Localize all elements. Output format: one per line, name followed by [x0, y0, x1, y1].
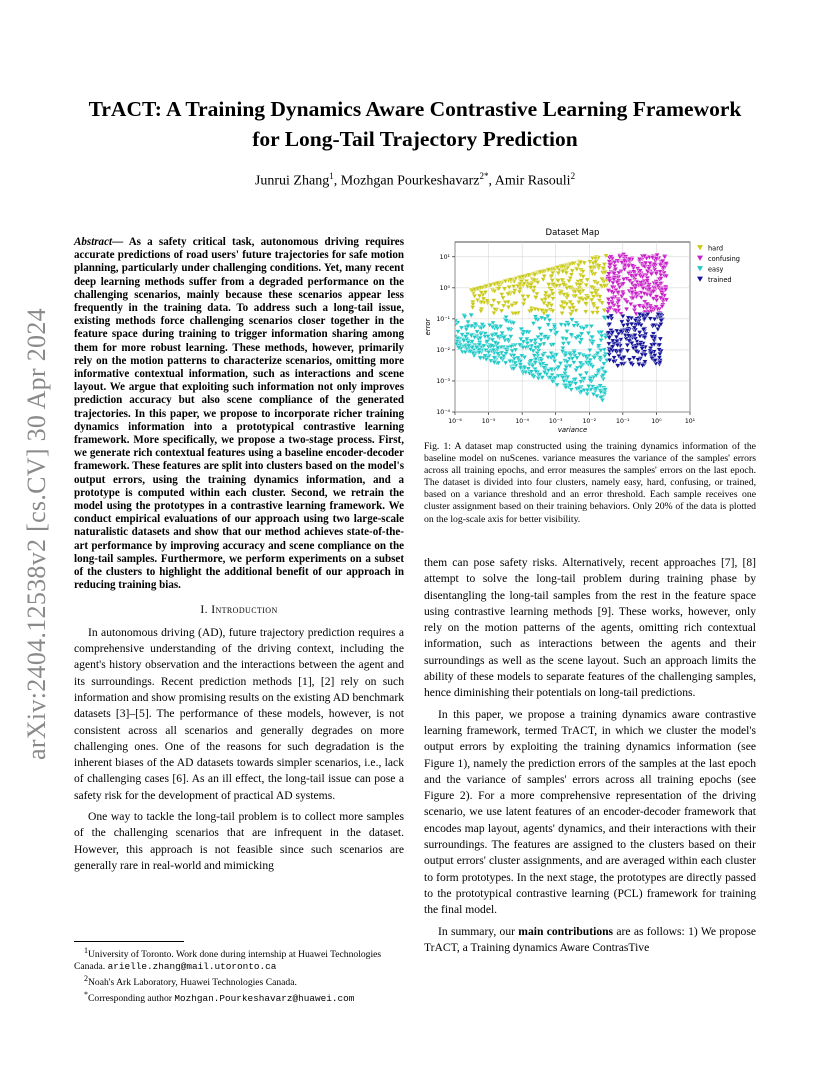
footnote-3: [74, 989, 404, 1005]
y-tick-label: 10⁻²: [436, 347, 450, 355]
footnote-1-mark: 1: [84, 946, 88, 955]
footnote-1: [74, 945, 404, 973]
chart-title: Dataset Map: [545, 228, 600, 238]
legend-marker-easy: [697, 266, 703, 271]
author-2: Mozhgan Pourkeshavarz: [340, 173, 480, 189]
right-paragraph-2: In this paper, we propose a training dynamics aware contrastive learning framework, termed TrACT, in which we cluster the model's output errors by exploiting the training dynamics information (see Figure 1), namely the prediction errors of the samples at the last epoch and the variance of samples' errors across all training epochs (see Figure 2). For a more comprehensive representation of the driving scenario, we use latent features of an encoder-decoder framework that encodes map layout, agents' dynamics, and their interactions with their surroundings. The features are assigned to the clusters based on their output errors' cluster assignments, and are averaged within each cluster to form prototypes. In the next stage, the prototypes are directly passed to the prototypical contrastive learning (PCL) framework for training the final model.: [424, 707, 756, 917]
x-axis-label: variance: [557, 426, 588, 434]
intro-paragraph-2: One way to tackle the long-tail problem is to collect more samples of the challenging scenarios that are infrequent in the dataset. However, this approach is not feasible since such scenarios are generally rare in real-world and mimicking: [74, 810, 404, 872]
legend-marker-confusing: [697, 256, 703, 261]
footnote-3-mark: *: [84, 990, 88, 1000]
abstract-dash: —: [112, 236, 124, 248]
footnote-2: [74, 973, 404, 989]
author-3-affil: 2: [570, 171, 576, 181]
author-3: Amir Rasouli: [494, 173, 571, 189]
x-tick-label: 10¹: [684, 418, 696, 425]
author-1-affil: 1: [329, 171, 334, 181]
legend-label-trained: trained: [708, 276, 732, 284]
arxiv-identifier: arXiv:2404.12538v2 [cs.CV] 30 Apr 2024: [22, 308, 51, 760]
footnotes: [74, 941, 404, 1006]
left-column: [74, 236, 404, 874]
y-tick-label: 10⁻¹: [436, 316, 450, 324]
x-tick-label: 10⁰: [651, 418, 662, 425]
legend-label-easy: easy: [708, 265, 724, 274]
y-tick-label: 10⁻⁴: [436, 409, 450, 417]
author-list: Junrui Zhang$^1$, Mozhgan Pourkeshavarz$^{2*}$, Amir Rasouli$^2$: [254, 171, 576, 189]
author-2-affil: 2*: [479, 171, 489, 181]
footnote-2-text: Noah's Ark Laboratory, Huawei Technologies Canada.: [88, 977, 297, 989]
figure-1-caption: [424, 441, 756, 526]
author-1: Junrui Zhang: [254, 173, 330, 189]
footnote-3-text: Corresponding author: [88, 993, 175, 1005]
right-column: [424, 555, 756, 956]
contrib-start: In summary, our: [438, 924, 519, 938]
intro-paragraph-1: In autonomous driving (AD), future trajectory prediction requires a comprehensive understanding of the driving context, including the agent's history observation and the interactions between the agent and its surroundings. Recent prediction methods [1], [2] rely on such information and show promising results on the existing AD benchmark datasets [3]–[5]. The performance of these models, however, is not consistent across all scenarios and generally degrades on more challenging ones. One of the reasons for such degradation is the inherent biases of the AD datasets towards simpler scenarios, i.e., lack of challenging cases [6]. As an ill effect, the long-tail issue can pose a safety risk for the development of practical AD systems.: [74, 625, 404, 802]
legend-marker-trained: [697, 277, 703, 282]
footnote-rule: [74, 941, 184, 942]
footnote-1-text: University of Toronto. Work done during internship at Huawei Technologies Canada.: [74, 949, 382, 973]
y-axis-label: error: [424, 318, 432, 336]
footnote-3-email[interactable]: Mozhgan.Pourkeshavarz@huawei.com: [174, 993, 355, 1005]
right-paragraph-3: [424, 924, 756, 957]
x-tick-label: 10⁻³: [548, 418, 563, 425]
contrib-bold: main contributions: [518, 924, 614, 938]
x-tick-label: 10⁻⁴: [515, 418, 529, 425]
y-tick-label: 10¹: [439, 254, 450, 262]
paper-title: [60, 94, 770, 154]
right-paragraph-continued: them can pose safety risks. Alternatively, recent approaches [7], [8] attempt to solve the long-tail problem during training phase by disentangling the long-tail samples from the rest in the feature space using contrastive learning methods [9]. These works, however, only rely on the motion patterns of the agents, omitting rich contextual information, such as interactions between the agents and their surroundings as well as the scene layout. Such an approach limits the ability of these models to separate features of the challenging samples, hence diminishing their potentials on long-tail predictions.: [424, 556, 756, 700]
x-tick-label: 10⁻²: [582, 418, 597, 425]
y-tick-label: 10⁰: [439, 285, 450, 293]
dataset-map-chart: [420, 222, 760, 440]
legend-label-hard: hard: [708, 244, 724, 253]
legend-label-confusing: confusing: [708, 255, 740, 263]
legend-marker-hard: [697, 245, 703, 250]
x-tick-label: 10⁻¹: [616, 418, 630, 425]
legend: [697, 245, 740, 285]
abstract-text: As a safety critical task, autonomous driving requires accurate predictions of road users' future trajectories for safe motion planning, particularly under challenging conditions. Yet, many recent deep learning methods suffer from a degraded performance on the challenging scenarios, mainly because these scenarios appear less frequently in the training data. To address such a long-tail issue, existing methods force challenging scenarios closer together in the feature space during training to trigger information sharing among them for more robust learning. These methods, however, primarily rely on the motion patterns to characterize scenarios, omitting more informative contextual information, such as interactions and scene layout. We argue that exploiting such information not only improves prediction accuracy but also scene compliance of the generated trajectories. In this paper, we propose to incorporate richer training dynamics information into a prototypical contrastive learning framework. More specifically, we propose a two-stage process. First, we generate rich contextual features using a baseline encoder-decoder framework. These features are split into clusters based on the model's output errors, using the training dynamics information, and a prototype is computed within each cluster. Second, we retrain the model using the prototypes in a contrastive learning framework. We conduct empirical evaluations of our approach using two large-scale naturalistic datasets and show that our method achieves state-of-the-art performance by improving accuracy and scene compliance on the long-tail samples. Furthermore, we perform experiments on a subset of the clusters to highlight the additional benefit of our approach in reducing training bias.: [74, 236, 404, 592]
caption-text: A dataset map constructed using the training dynamics information of the baseline model on nuScenes. variance measures the variance of the samples' errors across all training epochs, and error measures the samples' errors on the last epoch. The dataset is divided into four clusters, namely easy, hard, confusing, or trained, based on a variance threshold and an error threshold. Each sample receives one cluster assignment based on their training behaviors. Only 20% of the data is plotted on the log-scale axis for better visibility.: [424, 441, 756, 525]
figure-1: [420, 222, 760, 440]
abstract-lead: Abstract: [74, 236, 113, 248]
caption-label: Fig. 1:: [424, 441, 451, 452]
x-tick-label: 10⁻⁵: [481, 418, 496, 425]
x-tick-label: 10⁻⁶: [448, 418, 462, 425]
abstract: [74, 236, 404, 592]
title-line-1: TrACT: A Training Dynamics Aware Contrastive Learning Framework: [88, 97, 742, 121]
y-tick-label: 10⁻³: [436, 378, 450, 386]
section-heading-introduction: I. Introduction: [200, 603, 278, 617]
contrib-end: are as follows: 1) We propose TrACT, a Training dynamics Aware ContrasTive: [424, 924, 756, 954]
footnote-1-email[interactable]: arielle.zhang@mail.utoronto.ca: [107, 961, 277, 973]
footnote-2-mark: 2: [84, 974, 88, 984]
title-line-2: for Long-Tail Trajectory Prediction: [252, 127, 578, 151]
